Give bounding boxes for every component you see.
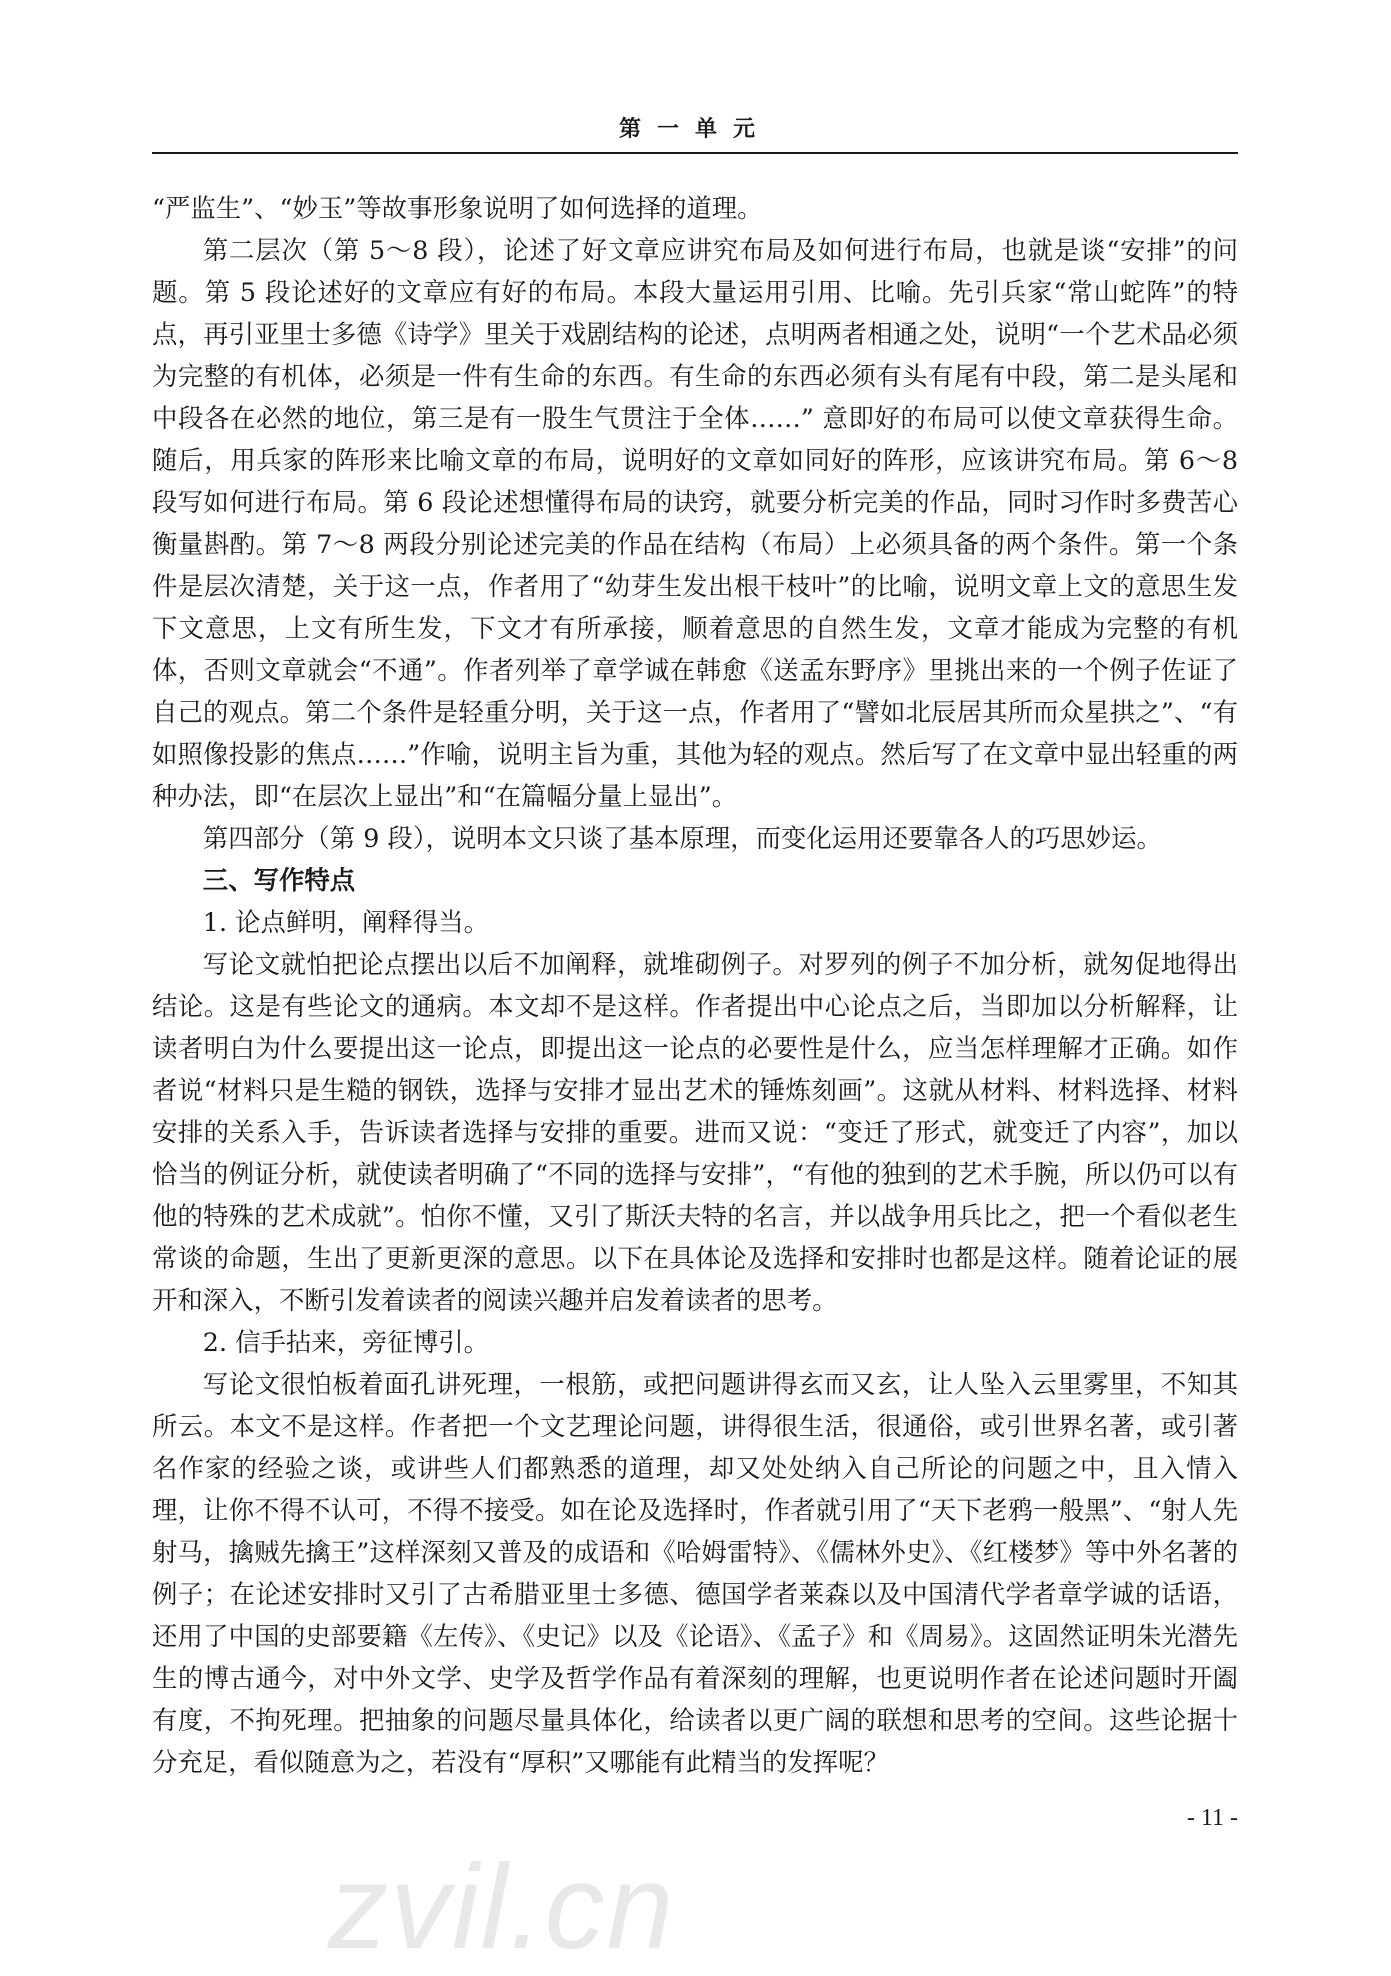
subheading-feature-2: 2. 信手拈来，旁征博引。 — [202, 1327, 489, 1357]
paragraph-feature-1: 写论文就怕把论点摆出以后不加阐释，就堆砌例子。对罗列的例子不加分析，就匆促地得出结论。这是有些论文的通病。本文却不是这样。作者提出中心论点之后，当即加以分析解释，让读者明白为什么要提出这一论点，即提出这一论点的必要性是什么，应当怎样理解才正确。如作者说“材料只是生糙的钢铁，选择与安排才显出艺术的锤炼刻画”。这就从材料、材料选择、材料安排的关系入手，告诉读者选择与安排的重要。进而又说：“变迁了形式，就变迁了内容”，加以恰当的例证分析，就使读者明确了“不同的选择与安排”，“有他的独到的艺术手腕，所以仍可以有他的特殊的艺术成就”。怕你不懂，又引了斯沃夫特的名言，并以战争用兵比之，把一个看似老生常谈的命题，生出了更新更深的意思。以下在具体论及选择和安排时也都是这样。随着论证的展开和深入，不断引发着读者的阅读兴趣并启发着读者的思考。 — [152, 949, 1238, 1315]
body-text — [152, 187, 1238, 1783]
running-head: 第一单元 — [618, 117, 771, 142]
page-number: - 11 - — [1186, 1805, 1238, 1831]
document-page — [152, 0, 1238, 1965]
watermark: zvil.cn — [328, 1840, 676, 1974]
paragraph-continuation: “严监生”、“妙玉”等故事形象说明了如何选择的道理。 — [152, 193, 763, 223]
subheading-feature-1: 1. 论点鲜明，阐释得当。 — [202, 907, 489, 937]
section-heading-writing-features: 三、写作特点 — [202, 865, 356, 895]
header-rule — [152, 152, 1238, 154]
paragraph-feature-2: 写论文很怕板着面孔讲死理，一根筋，或把问题讲得玄而又玄，让人坠入云里雾里，不知其所云。本文不是这样。作者把一个文艺理论问题，讲得很生活，很通俗，或引世界名著，或引著名作家的经验之谈，或讲些人们都熟悉的道理，却又处处纳入自己所论的问题之中，且入情入理，让你不得不认可，不得不接受。如在论及选择时，作者就引用了“天下老鸦一般黑”、“射人先射马，擒贼先擒王”这样深刻又普及的成语和《哈姆雷特》、《儒林外史》、《红楼梦》等中外名著的例子；在论述安排时又引了古希腊亚里士多德、德国学者莱森以及中国清代学者章学诚的话语，还用了中国的史部要籍《左传》、《史记》以及《论语》、《孟子》和《周易》。这固然证明朱光潜先生的博古通今，对中外文学、史学及哲学作品有着深刻的理解，也更说明作者在论述问题时开阖有度，不拘死理。把抽象的问题尽量具体化，给读者以更广阔的联想和思考的空间。这些论据十分充足，看似随意为之，若没有“厚积”又哪能有此精当的发挥呢？ — [152, 1369, 1238, 1777]
paragraph-part-four: 第四部分（第 9 段），说明本文只谈了基本原理，而变化运用还要靠各人的巧思妙运。 — [202, 823, 1162, 853]
paragraph-second-level: 第二层次（第 5～8 段），论述了好文章应讲究布局及如何进行布局，也就是谈“安排”的问题。第 5 段论述好的文章应有好的布局。本段大量运用引用、比喻。先引兵家“常山蛇阵”的特点，再引亚里士多德《诗学》里关于戏剧结构的论述，点明两者相通之处，说明“一个艺术品必须为完整的有机体，必须是一件有生命的东西。有生命的东西必须有头有尾有中段，第二是头尾和中段各在必然的地位，第三是有一股生气贯注于全体……” 意即好的布局可以使文章获得生命。随后，用兵家的阵形来比喻文章的布局，说明好的文章如同好的阵形，应该讲究布局。第 6～8 段写如何进行布局。第 6 段论述想懂得布局的诀窍，就要分析完美的作品，同时习作时多费苦心衡量斟酌。第 7～8 两段分别论述完美的作品在结构（布局）上必须具备的两个条件。第一个条件是层次清楚，关于这一点，作者用了“幼芽生发出根干枝叶”的比喻，说明文章上文的意思生发下文意思，上文有所生发，下文才有所承接，顺着意思的自然生发，文章才能成为完整的有机体，否则文章就会“不通”。作者列举了章学诚在韩愈《送孟东野序》里挑出来的一个例子佐证了自己的观点。第二个条件是轻重分明，关于这一点，作者用了“譬如北辰居其所而众星拱之”、“有如照像投影的焦点……”作喻，说明主旨为重，其他为轻的观点。然后写了在文章中显出轻重的两种办法，即“在层次上显出”和“在篇幅分量上显出”。 — [152, 235, 1238, 811]
